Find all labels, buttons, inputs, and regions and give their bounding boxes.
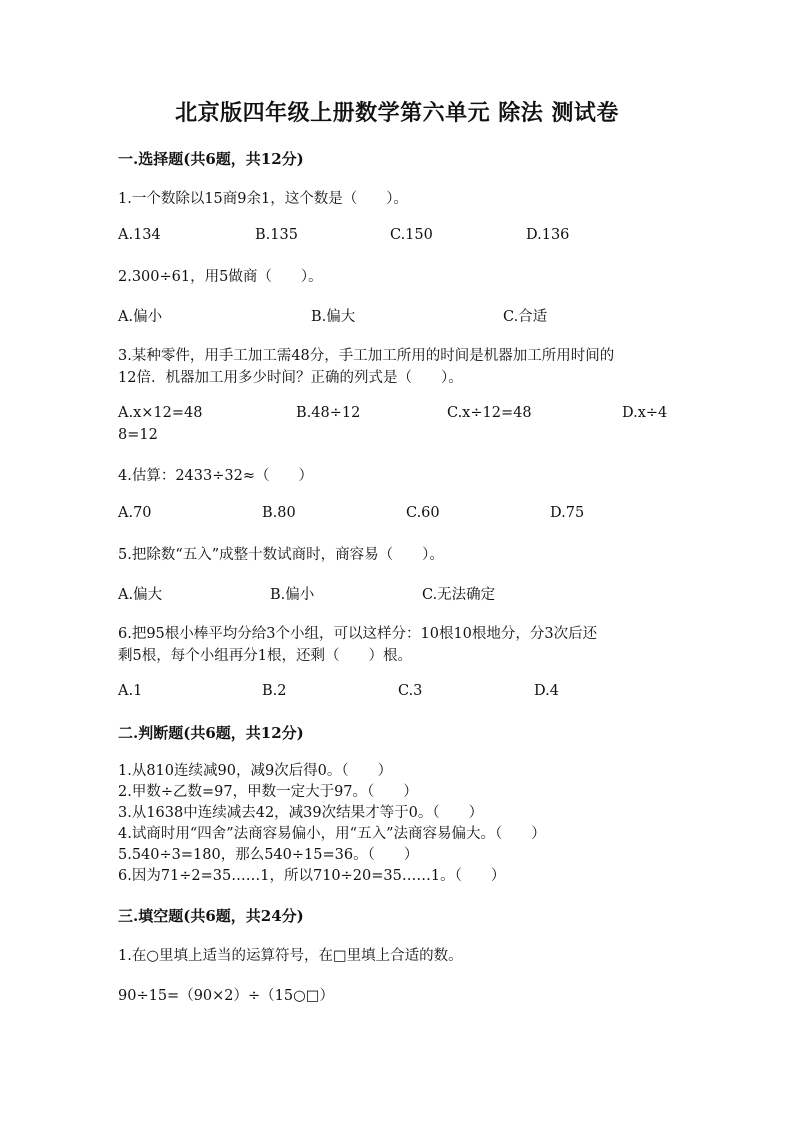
choice-4-option-c: C.60: [406, 505, 440, 521]
section-heading-fill: 三.填空题(共6题，共24分): [118, 907, 304, 925]
choice-3-option-d-wrap: 8=12: [118, 427, 158, 443]
choice-3-option-c: C.x÷12=48: [447, 405, 532, 421]
choice-1-option-c: C.150: [390, 227, 433, 243]
choice-question-3-line-2: 12倍．机器加工用多少时间？正确的列式是（ ）。: [118, 370, 463, 386]
judge-item-6: 6.因为71÷2=35……1，所以710÷20=35……1。（ ）: [118, 868, 506, 884]
choice-question-3-line-1: 3.某种零件，用手工加工需48分，手工加工所用的时间是机器加工所用时间的: [118, 348, 615, 364]
choice-question-5: 5.把除数“五入”成整十数试商时，商容易（ ）。: [118, 547, 444, 563]
choice-5-option-c: C.无法确定: [422, 587, 496, 603]
choice-4-option-d: D.75: [550, 505, 585, 521]
choice-2-option-a: A.偏小: [118, 309, 163, 325]
fill-question-1-expression: 90÷15=（90×2）÷（15○□）: [118, 988, 334, 1004]
choice-6-option-c: C.3: [398, 683, 423, 699]
judge-item-5: 5.540÷3=180，那么540÷15=36。（ ）: [118, 847, 419, 863]
choice-1-option-d: D.136: [526, 227, 570, 243]
choice-4-option-b: B.80: [262, 505, 296, 521]
choice-1-option-b: B.135: [255, 227, 298, 243]
judge-item-4: 4.试商时用“四舍”法商容易偏小，用“五入”法商容易偏大。（ ）: [118, 826, 546, 842]
choice-2-option-b: B.偏大: [311, 309, 356, 325]
judge-item-1: 1.从810连续减90，减9次后得0。（ ）: [118, 763, 393, 779]
section-heading-judge: 二.判断题(共6题，共12分): [118, 724, 304, 742]
choice-5-option-a: A.偏大: [118, 587, 163, 603]
page-title: 北京版四年级上册数学第六单元 除法 测试卷: [175, 100, 619, 126]
section-heading-choice: 一.选择题(共6题，共12分): [118, 150, 304, 168]
choice-6-option-a: A.1: [118, 683, 143, 699]
choice-6-option-b: B.2: [262, 683, 287, 699]
choice-question-6-line-2: 剩5根，每个小组再分1根，还剩（ ）根。: [118, 648, 412, 664]
choice-5-option-b: B.偏小: [270, 587, 315, 603]
choice-question-2: 2.300÷61，用5做商（ ）。: [118, 269, 323, 285]
fill-question-1: 1.在○里填上适当的运算符号，在□里填上合适的数。: [118, 948, 463, 964]
choice-3-option-d: D.x÷4: [622, 405, 668, 421]
choice-question-4: 4.估算：2433÷32≈（ ）: [118, 468, 313, 484]
choice-question-1: 1.一个数除以15商9余1，这个数是（ ）。: [118, 191, 408, 207]
choice-1-option-a: A.134: [118, 227, 161, 243]
choice-3-option-b: B.48÷12: [296, 405, 361, 421]
judge-item-3: 3.从1638中连续减去42，减39次结果才等于0。（ ）: [118, 805, 484, 821]
choice-4-option-a: A.70: [118, 505, 152, 521]
choice-3-option-a: A.x×12=48: [118, 405, 203, 421]
choice-6-option-d: D.4: [534, 683, 559, 699]
choice-2-option-c: C.合适: [503, 309, 548, 325]
choice-question-6-line-1: 6.把95根小棒平均分给3个小组，可以这样分：10根10根地分，分3次后还: [118, 626, 598, 642]
judge-item-2: 2.甲数÷乙数=97，甲数一定大于97。（ ）: [118, 784, 418, 800]
